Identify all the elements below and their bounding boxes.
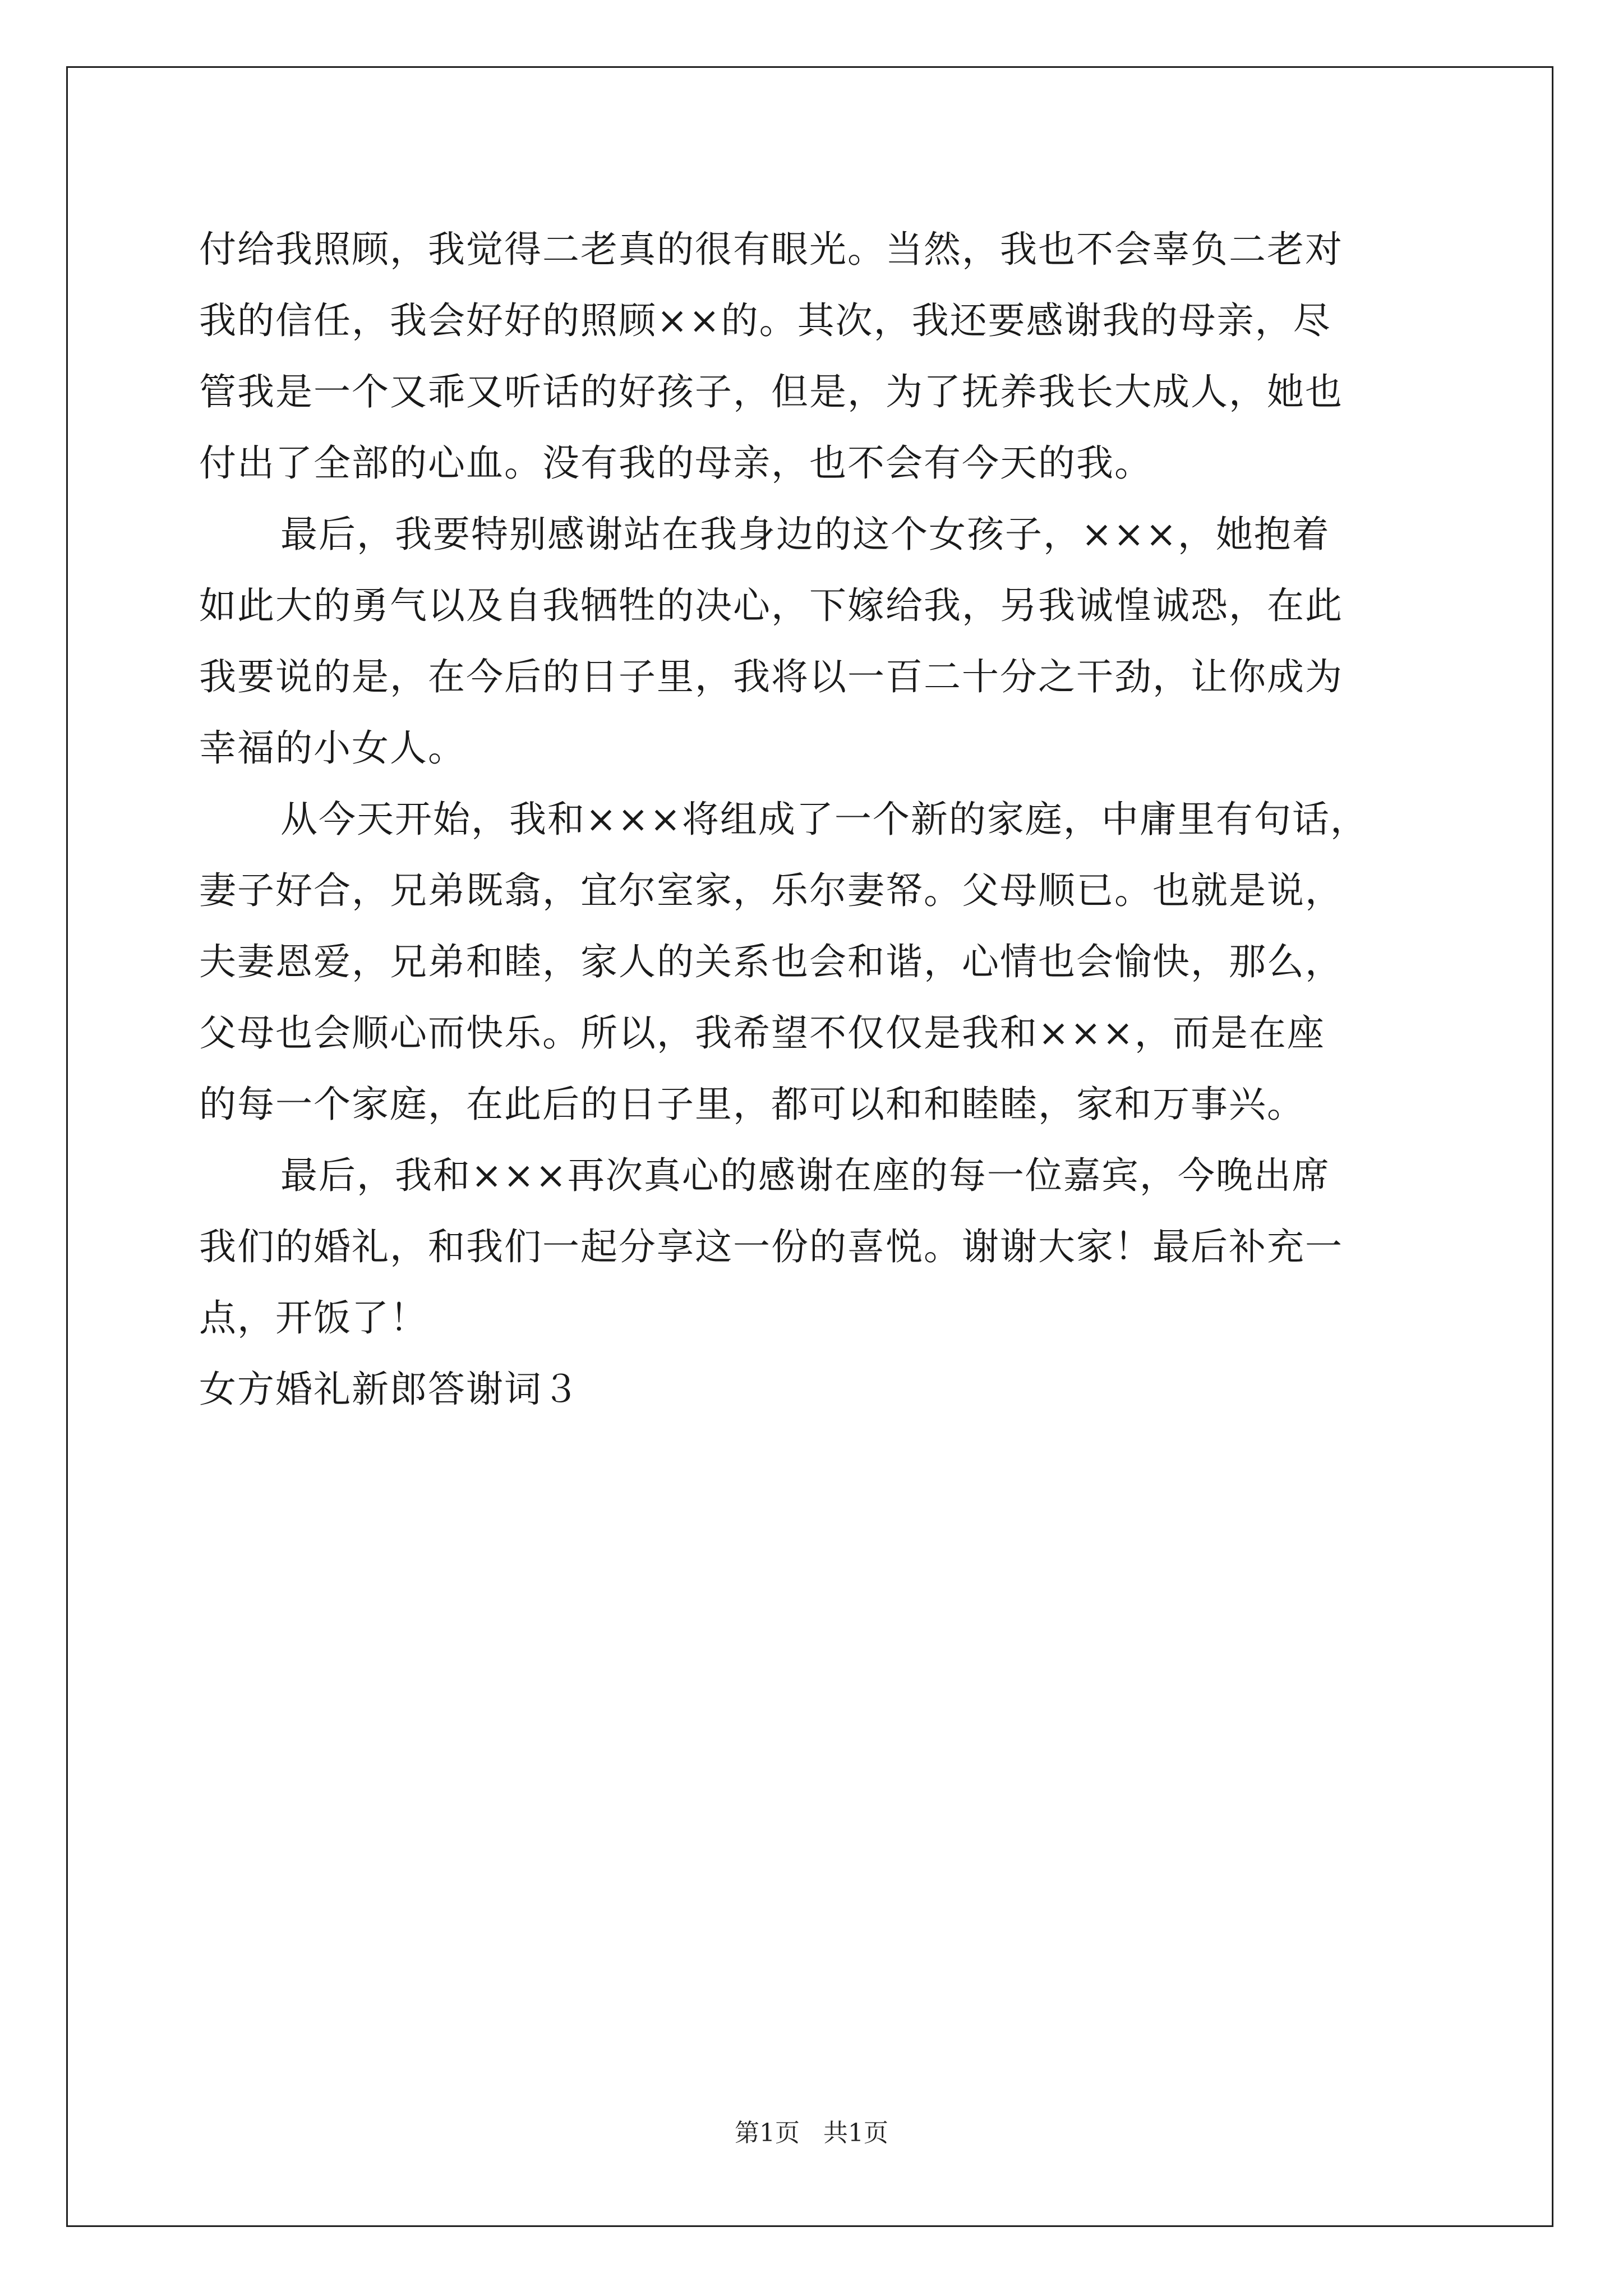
section-heading: 女方婚礼新郎答谢词３ xyxy=(199,1368,580,1411)
paragraph-start-line: 最后，我要特别感谢站在我身边的这个女孩子，×××，她抱着 xyxy=(280,513,1330,556)
text-line: 点，开饭了！ xyxy=(199,1296,428,1340)
paragraph-start-line: 从今天开始，我和×××将组成了一个新的家庭，中庸里有句话， xyxy=(280,798,1368,841)
text-line: 的每一个家庭，在此后的日子里，都可以和和睦睦，家和万事兴。 xyxy=(199,1083,1305,1126)
text-line: 我的信任，我会好好的照顾××的。其次，我还要感谢我的母亲，尽 xyxy=(199,299,1331,342)
text-line: 父母也会顺心而快乐。所以，我希望不仅仅是我和×××，而是在座 xyxy=(199,1011,1325,1055)
text-line: 付给我照顾，我觉得二老真的很有眼光。当然，我也不会辜负二老对 xyxy=(199,228,1343,271)
text-line: 付出了全部的心血。没有我的母亲，也不会有今天的我。 xyxy=(199,441,1152,485)
text-line: 妻子好合，兄弟既翕，宜尔室家，乐尔妻帑。父母顺已。也就是说， xyxy=(199,869,1343,912)
text-line: 幸福的小女人。 xyxy=(199,726,466,770)
page-footer xyxy=(0,2118,1623,2149)
text-line: 夫妻恩爱，兄弟和睦，家人的关系也会和谐，心情也会愉快，那么， xyxy=(199,940,1343,983)
page-number: 第1页 xyxy=(735,2119,800,2147)
text-line: 我要说的是，在今后的日子里，我将以一百二十分之干劲，让你成为 xyxy=(199,655,1343,698)
page-total: 共1页 xyxy=(823,2119,888,2147)
text-line: 我们的婚礼，和我们一起分享这一份的喜悦。谢谢大家！最后补充一 xyxy=(199,1225,1343,1268)
text-line: 如此大的勇气以及自我牺牲的决心，下嫁给我，另我诚惶诚恐，在此 xyxy=(199,584,1343,627)
paragraph-start-line: 最后，我和×××再次真心的感谢在座的每一位嘉宾，今晚出席 xyxy=(280,1154,1330,1197)
text-line: 管我是一个又乖又听话的好孩子，但是，为了抚养我长大成人，她也 xyxy=(199,370,1343,413)
